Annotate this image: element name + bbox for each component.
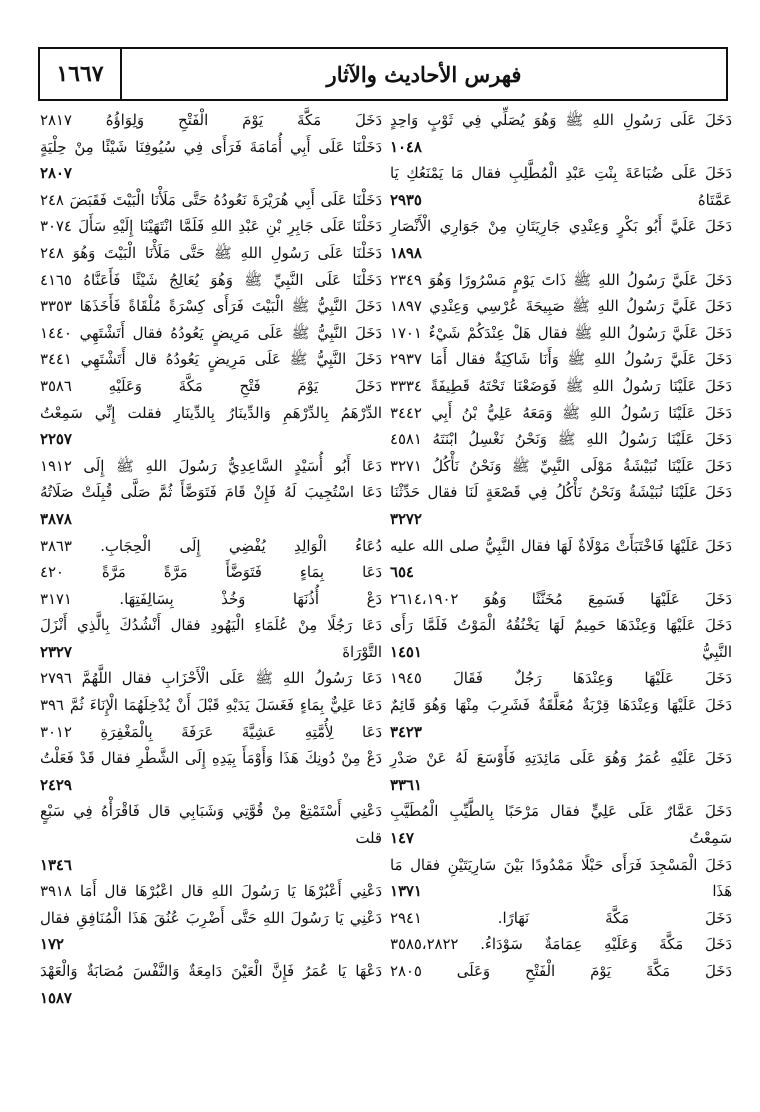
index-line: دَخَلَ يَوْمَ فَتْحِ مَكَّةَ وَعَلَيْهِ ٣٥٨٦ xyxy=(40,377,382,395)
index-line: دَعَا عَلِيٌّ بِمَاءٍ فَغَسَلَ يَدَيْهِ قَبْلَ أَنْ يُدْخِلَهُمَا الْإِنَاءَ ثُمَّ ٣٩٦ xyxy=(40,697,382,715)
index-line: دَخَلْنَا عَلَى جَابِرِ بْنِ عَبْدِ اللهِ فَلَمَّا انْتَهَيْنَا إِلَيْهِ سَأَلَ ٣٠٧٤ xyxy=(40,218,382,236)
index-line: دَخَلَ عَلَيْهَا وَعِنْدَهَا رَجُلٌ فَقَالَ ١٩٤٥ xyxy=(390,670,732,688)
index-line: دَعْ أُذُنَهَا وَخُذْ بِسَالِفَتِهَا. ٣١٧١ xyxy=(40,590,382,608)
index-line xyxy=(390,188,732,215)
index-line: دَخَلَ عَلَيْهَا وَعِنْدَهَا قِرْبَةٌ مُعَلَّقَةٌ فَشَرِبَ مِنْهَا وَهُوَ قَائِمٌ xyxy=(390,697,732,715)
entry-number: ٢٣٢٧ xyxy=(40,643,72,661)
index-line: دَخَلَ عَلَيْنَا نُبَيْشَةُ مَوْلَى النَّبِيِّ ﷺ وَنَحْنُ نَأْكُلُ ٣٢٧١ xyxy=(390,457,732,475)
index-line: ٣٤٢٣ xyxy=(390,723,422,741)
index-line: دَخَلَ عَلَيْنَا نُبَيْشَةُ وَنَحْنُ نَأْكُلُ فِي قَصْعَةٍ لَنَا فقال حَدِّثْنَا xyxy=(390,484,732,502)
entry-number: ٢٩٣٥ xyxy=(390,191,422,209)
left-column xyxy=(40,108,382,1098)
index-line: دَخَلَ عَلَيْنَا رَسُولُ اللهِ ﷺ وَمَعَهُ عَلِيُّ بْنُ أَبِي ٣٤٤٢ xyxy=(390,404,732,422)
index-line: دَخَلَ عَلَيْهَا فَاخْتَبَأَتْ مَوْلَاةٌ لَهَا فقال النَّبِيُّ صلى الله عليه xyxy=(390,537,732,555)
page-number: ١٦٦٧ xyxy=(40,49,122,99)
entry-number: ١٤٥١ xyxy=(390,643,422,661)
index-line: دَخَلَ مَكَّةَ نَهَارًا. ٢٩٤١ xyxy=(390,909,732,927)
index-line: دَعَا رَجُلًا مِنْ عُلَمَاءِ الْيَهُودِ فقال أَنْشُدُكَ بِالَّذِي أَنْزَلَ xyxy=(40,617,382,635)
index-line: دَخَلَ عَلَيْنَا رَسُولُ اللهِ ﷺ فَوَضَعْنَا تَحْتَهُ قَطِيفَةً ٣٣٣٤ xyxy=(390,377,732,395)
index-line: دَخَلَ النَّبِيُّ ﷺ عَلَى مَرِيضٍ يَعُودُهُ فقال أَتَشْتَهِي ١٤٤٠ xyxy=(40,324,382,342)
index-line: دَخَلَ عَلَيْنَا رَسُولُ اللهِ ﷺ وَنَحْنُ نَغْسِلُ ابْنَتَهُ ٤٥٨١ xyxy=(390,431,732,449)
index-line: ٣٨٧٨ xyxy=(40,510,72,528)
index-line xyxy=(40,640,382,667)
entry-text: هَذَا xyxy=(712,883,732,901)
page-header xyxy=(38,47,728,101)
index-line: ١٠٤٨ xyxy=(390,138,422,156)
index-line: ١٧٢ xyxy=(40,936,64,954)
index-line: ٢٤٢٩ xyxy=(40,776,72,794)
index-line: دَخَلَ عَلَيَّ رَسُولُ اللهِ ﷺ وَأَنَا شَاكِيَةٌ فقال أَمَا ٢٩٣٧ xyxy=(390,351,732,369)
entry-text: التَّوْرَاةَ xyxy=(342,643,382,661)
page-title: فهرس الأحاديث والآثار xyxy=(326,61,522,87)
index-line: ٣٢٧٢ xyxy=(390,510,422,528)
index-line: دَعَا لِأُمَّتِهِ عَشِيَّةَ عَرَفَةَ بِالْمَغْفِرَةِ ٣٠١٢ xyxy=(40,723,382,741)
index-line: دَعَا رَسُولُ اللهِ ﷺ عَلَى الْأَحْزَابِ فقال اللَّهُمَّ ٢٧٩٦ xyxy=(40,670,382,688)
index-line: الدِّرْهَمُ بِالدِّرْهَمِ وَالدِّينَارُ بِالدِّينَارِ فقلت إِنِّي سَمِعْتُ xyxy=(40,404,382,422)
index-line: دَعَا اسْتُجِيبَ لَهُ فَإِنْ قَامَ فَتَوَضَّأَ ثُمَّ صَلَّى قُبِلَتْ صَلَاتُهُ xyxy=(40,484,382,502)
entry-text: عَمَّتَاهُ xyxy=(697,191,732,209)
index-line: دَخَلَ عَلَيَّ أَبُو بَكْرٍ وَعِنْدِي جَارِيَتَانِ مِنْ جَوَارِي الْأَنْصَارِ xyxy=(390,218,732,236)
index-line: دُعَاءُ الْوَالِدِ يُفْضِي إِلَى الْحِجَابِ. ٣٨٦٣ xyxy=(40,537,382,555)
index-line: ١٣٤٦ xyxy=(40,856,72,874)
entry-number: ١٤٧ xyxy=(390,830,414,848)
index-line: دَخَلْنَا عَلَى أَبِي أُمَامَةَ فَرَأَى فِي سُيُوفِنَا شَيْئًا مِنْ حِلْيَةٍ xyxy=(40,138,382,156)
index-line: دَخَلَ مَكَّةَ يَوْمَ الْفَتْحِ وَعَلَى ٢٨٠٥ xyxy=(390,963,732,980)
index-line: دَعَا بِمَاءٍ فَتَوَضَّأَ مَرَّةً مَرَّةً ٤٢٠ xyxy=(40,564,382,582)
index-line: دَخَلَ عَلَيْهِ عُمَرُ وَهُوَ عَلَى مَائِدَتِهِ فَأَوْسَعَ لَهُ عَنْ صَدْرِ xyxy=(390,750,732,768)
index-line: دَعْنِي أَعْبُرْهَا يَا رَسُولَ اللهِ قال اعْبُرْهَا قال أَمَا ٣٩١٨ xyxy=(40,883,382,901)
index-line: دَخَلَ مَكَّةَ يَوْمَ الْفَتْحِ وَلِوَاؤُهُ ٢٨١٧ xyxy=(40,112,382,129)
right-column xyxy=(390,108,732,1098)
index-line: ٢٨٠٧ xyxy=(40,165,72,183)
index-line: دَخَلْنَا عَلَى أَبِي هُرَيْرَةَ نَعُودُهُ حَتَّى مَلَأْنَا الْبَيْتَ فَقَبَضَ ٢٤٨ xyxy=(40,191,382,209)
index-line: دَعْهَا يَا عُمَرُ فَإِنَّ الْعَيْنَ دَامِعَةٌ وَالنَّفْسَ مُصَابَةٌ وَالْعَهْدَ xyxy=(40,963,382,980)
index-line: ١٨٩٨ xyxy=(390,244,422,262)
index-line: ٣٣٦١ xyxy=(390,776,422,794)
index-line: دَعْنِي يَا رَسُولَ اللهِ حَتَّى أَضْرِبَ عُنُقَ هَذَا الْمُنَافِقِ فقال xyxy=(40,909,382,927)
index-line: دَخَلَ عَلَيْهَا فَسَمِعَ مُخَنَّثًا وَهُوَ ٢٦١٤،١٩٠٢ xyxy=(390,590,732,608)
index-line xyxy=(390,640,732,667)
index-line xyxy=(390,879,732,906)
index-line: دَخَلَ عَلَيَّ رَسُولُ اللهِ ﷺ صَبِيحَةَ عُرْسِي وَعِنْدِي ١٨٩٧ xyxy=(390,298,732,316)
index-line: ١٥٨٧ xyxy=(40,989,72,1007)
index-line: دَخَلَ مَكَّةَ وَعَلَيْهِ عِمَامَةٌ سَوْدَاءُ. ٣٥٨٥،٢٨٢٢ xyxy=(390,936,732,954)
index-line: ٦٥٤ xyxy=(390,564,414,582)
index-line: دَخَلَ عَلَى رَسُولِ اللهِ ﷺ وَهُوَ يُصَلِّي فِي ثَوْبٍ وَاحِدٍ xyxy=(390,112,732,129)
entry-text: النَّبِيُّ xyxy=(702,643,732,661)
index-line: دَخَلَ النَّبِيُّ ﷺ عَلَى مَرِيضٍ يَعُودُهُ قال أَتَشْتَهِي ٣٤٤١ xyxy=(40,351,382,369)
index-line: دَخَلَ النَّبِيُّ ﷺ الْبَيْتَ فَرَأَى كِسْرَةً مُلْقَاةً فَأَخَذَهَا ٣٣٥٣ xyxy=(40,298,382,316)
index-line: دَخَلَ الْمَسْجِدَ فَرَأَى حَبْلًا مَمْدُودًا بَيْنَ سَارِيَتَيْنِ فقال مَا xyxy=(390,856,732,874)
index-line: دَخَلْنَا عَلَى رَسُولِ اللهِ ﷺ حَتَّى مَلَأْنَا الْبَيْتَ وَهُوَ ٢٤٨ xyxy=(40,244,382,262)
index-line: ٢٢٥٧ xyxy=(40,431,72,449)
index-line: دَخَلَ عَمَّارٌ عَلَى عَلِيٍّ فقال مَرْحَبًا بِالطَّيِّبِ الْمُطَيَّبِ xyxy=(390,803,732,821)
index-line: دَعَا أَبُو أُسَيْدٍ السَّاعِدِيُّ رَسُولَ اللهِ ﷺ إِلَى ١٩١٢ xyxy=(40,457,382,475)
index-line: دَخَلَ عَلَى ضُبَاعَةَ بِنْتِ عَبْدِ الْمُطَّلِبِ فقال مَا يَمْنَعُكِ يَا xyxy=(390,165,732,183)
entry-text: سَمِعْتُ xyxy=(689,830,732,848)
index-line xyxy=(390,826,732,853)
index-line: دَخَلَ عَلَيَّ رَسُولُ اللهِ ﷺ فقال هَلْ عِنْدَكُمْ شَيْءٌ ١٧٠١ xyxy=(390,324,732,342)
entry-number: ١٣٧١ xyxy=(390,883,422,901)
index-line: دَعْ مِنْ دُونِكَ هَذَا وَأَوْمَأَ بِيَدِهِ إِلَى الشَّطْرِ فقال قَدْ فَعَلْتُ xyxy=(40,750,382,768)
index-line: دَخَلَ عَلَيْهَا وَعِنْدَهَا حَمِيمٌ لَهَا يَخْنُقُهُ الْمَوْتُ فَلَمَّا رَأَى xyxy=(390,617,732,635)
index-line: دَخَلَ عَلَيَّ رَسُولُ اللهِ ﷺ ذَاتَ يَوْمٍ مَسْرُورًا وَهُوَ ٢٣٤٩ xyxy=(390,271,732,289)
index-line: دَعْنِي أَسْتَمْتِعْ مِنْ قُوَّتِي وَشَبَابِي قال فَاقْرَأْهُ فِي سَبْعٍ قلت xyxy=(40,803,382,848)
index-line: دَخَلْنَا عَلَى النَّبِيِّ ﷺ وَهُوَ يُعَالِجُ شَيْئًا فَأَعَنَّاهُ ٤١٦٥ xyxy=(40,271,382,289)
